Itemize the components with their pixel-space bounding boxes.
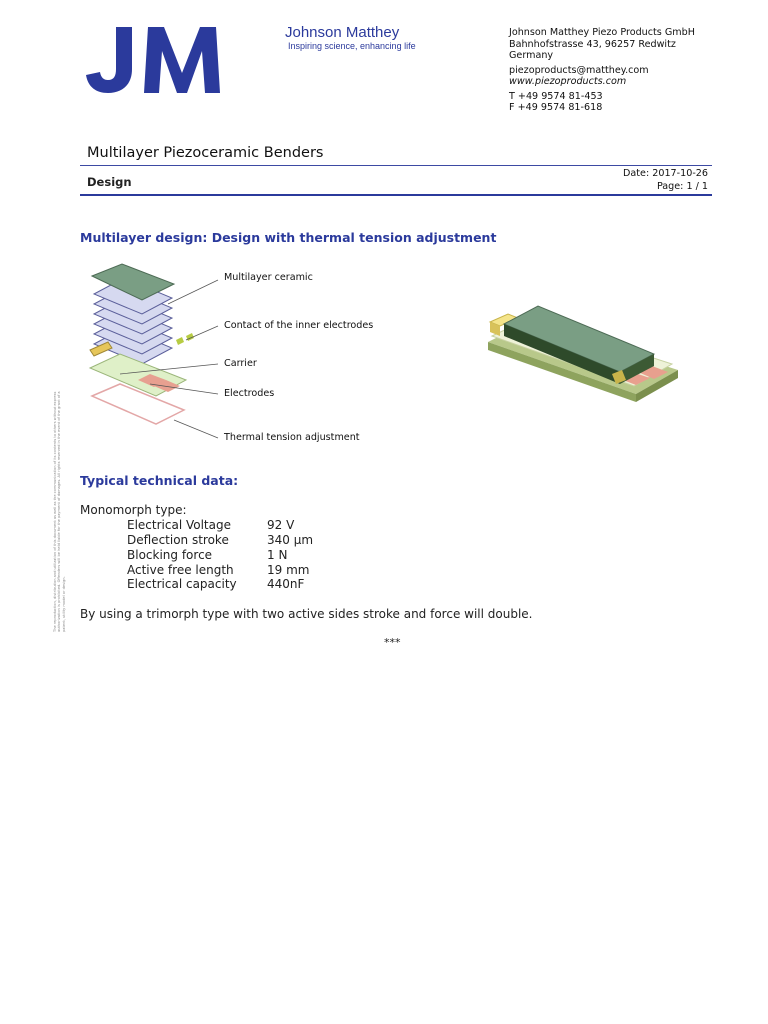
spec-value: 440nF <box>267 577 305 591</box>
company-website[interactable]: www.piezoproducts.com <box>509 76 627 87</box>
company-street: Bahnhofstrasse 43, 96257 Redwitz <box>509 39 676 50</box>
company-email[interactable]: piezoproducts@matthey.com <box>509 65 649 76</box>
document-page: Page: 1 / 1 <box>656 181 708 192</box>
document-title: Multilayer Piezoceramic Benders <box>87 145 324 161</box>
company-phone: T +49 9574 81-453 <box>509 91 603 102</box>
document-date: Date: 2017-10-26 <box>623 168 708 179</box>
company-name: Johnson Matthey Piezo Products GmbH <box>509 27 695 38</box>
assembled-bender-illustration <box>482 298 680 406</box>
end-marker: *** <box>384 636 401 649</box>
section-name: Design <box>87 175 132 189</box>
label-electrodes: Electrodes <box>224 388 275 399</box>
trimorph-note: By using a trimorph type with two active sides stroke and force will double. <box>80 607 533 621</box>
spec-value: 92 V <box>267 518 295 532</box>
spec-name: Active free length <box>127 563 234 577</box>
company-country: Germany <box>509 50 554 61</box>
brand-tagline: Inspiring science, enhancing life <box>288 41 416 51</box>
spec-name: Deflection stroke <box>127 533 229 547</box>
spec-value: 19 mm <box>267 563 310 577</box>
company-fax: F +49 9574 81-618 <box>509 102 603 113</box>
design-heading: Multilayer design: Design with thermal tension adjustment <box>80 230 497 245</box>
label-thermal-tension: Thermal tension adjustment <box>224 432 360 443</box>
spec-value: 340 µm <box>267 533 314 547</box>
brand-name: Johnson Matthey <box>285 24 400 41</box>
jm-logo <box>86 27 238 93</box>
spec-name: Electrical Voltage <box>127 518 231 532</box>
legal-notice: The reproduction, distribution and utilization of this document as well as the communication of its contents to others without express authorization is prohibited. Offenders will be held liable for the payment of damages. All rights reserved in the event of the grant of a patent, utility model or design. <box>53 391 66 632</box>
spec-name: Blocking force <box>127 548 213 562</box>
label-contact-inner-electrodes: Contact of the inner electrodes <box>224 320 374 331</box>
contact-pad-right-1 <box>176 337 184 345</box>
spec-value: 1 N <box>267 548 288 562</box>
label-multilayer-ceramic: Multilayer ceramic <box>224 272 313 283</box>
spec-name: Electrical capacity <box>127 577 237 591</box>
technical-heading: Typical technical data: <box>80 473 239 488</box>
monomorph-type-label: Monomorph type: <box>80 503 187 517</box>
exploded-view-diagram <box>80 258 230 448</box>
label-carrier: Carrier <box>224 358 257 369</box>
title-divider <box>80 165 712 166</box>
section-divider <box>80 194 712 196</box>
